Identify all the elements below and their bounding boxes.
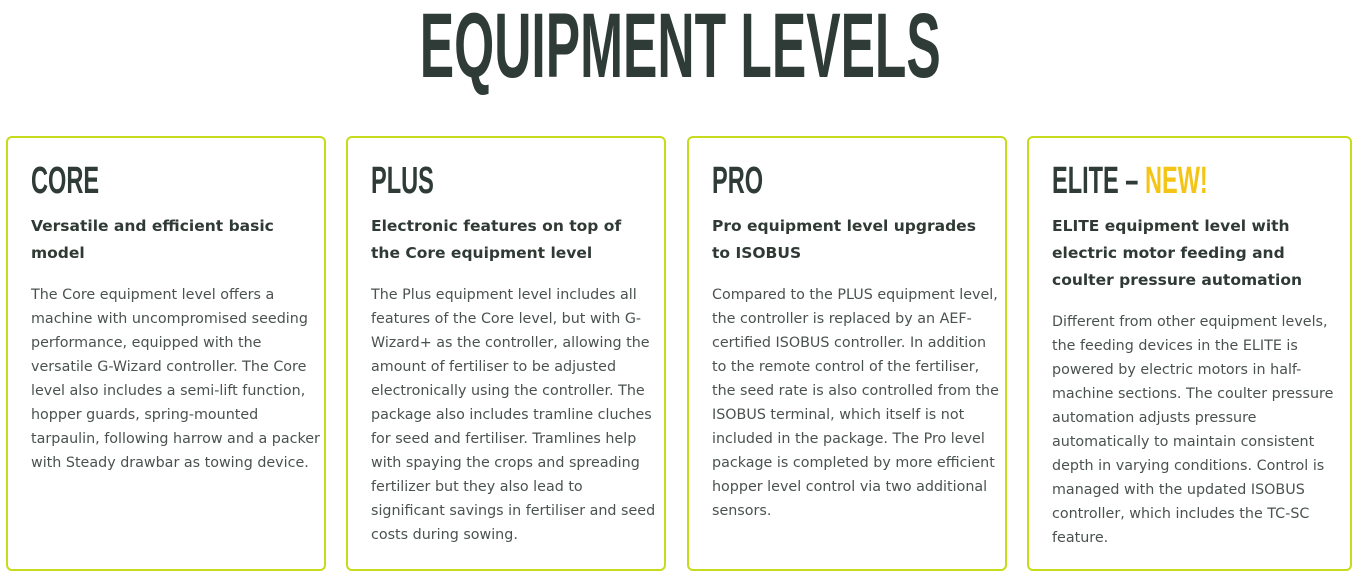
card-title-text: CORE <box>31 160 100 202</box>
card-elite <box>1027 136 1352 571</box>
card-title-text: ELITE <box>1052 160 1119 202</box>
card-subtitle: ELITE equipment level with electric motor feeding and coulter pressure automation <box>1052 217 1303 289</box>
card-plus <box>346 136 666 571</box>
card-description: Different from other equipment levels, the feeding devices in the ELITE is powered by electric motors in half-machine sections. The coulter pressure automation adjusts pressure automatically to maintain consistent depth in varying conditions. Control is managed with the updated ISOBUS controller, which includes the TC-SC feature. <box>1052 314 1334 546</box>
card-title <box>31 160 100 202</box>
card-title <box>712 160 764 202</box>
card-title <box>371 160 434 202</box>
card-title-text: PLUS <box>371 160 434 202</box>
page-title: EQUIPMENT LEVELS <box>419 0 941 97</box>
card-title <box>1052 160 1208 202</box>
card-subtitle: Pro equipment level upgrades to ISOBUS <box>712 217 976 262</box>
card-title-text: PRO <box>712 160 764 202</box>
card-description: Compared to the PLUS equipment level, the controller is replaced by an AEF-certified ISOBUS controller. In addition to the remote control of the fertiliser, the seed rate is also controlled from the ISOBUS terminal, which itself is not included in the package. The Pro level package is completed by more efficient hopper level control via two additional sensors. <box>712 287 999 519</box>
card-subtitle: Electronic features on top of the Core equipment level <box>371 217 622 262</box>
title-dash: – <box>1118 160 1145 202</box>
card-subtitle: Versatile and efficient basic model <box>31 217 274 262</box>
new-badge: NEW! <box>1144 160 1208 202</box>
card-pro <box>687 136 1007 571</box>
equipment-level-cards <box>6 136 1352 575</box>
card-core <box>6 136 326 571</box>
card-description: The Core equipment level offers a machine with uncompromised seeding performance, equipped with the versatile G-Wizard controller. The Core level also includes a semi-lift function, hopper guards, spring-mounted tarpaulin, following harrow and a packer with Steady drawbar as towing device. <box>31 287 320 471</box>
card-description: The Plus equipment level includes all features of the Core level, but with G-Wizard+ as the controller, allowing the amount of fertiliser to be adjusted electronically using the controller. The package also includes tramline cluches for seed and fertiliser. Tramlines help with spaying the crops and spreading fertilizer but they also lead to significant savings in fertiliser and seed costs during sowing. <box>371 287 656 543</box>
